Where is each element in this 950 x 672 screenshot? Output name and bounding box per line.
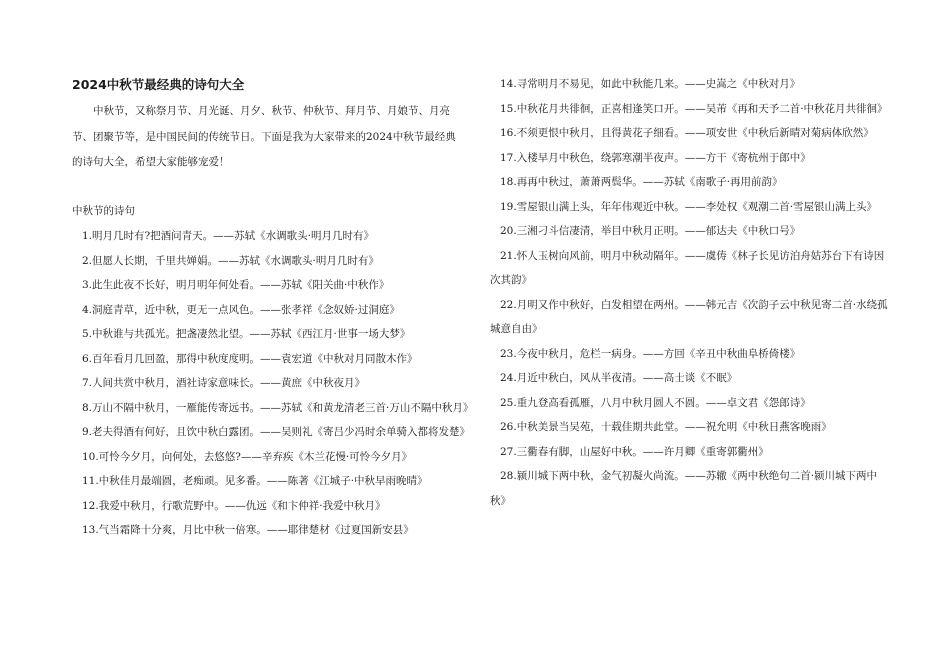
poem-line: 7.人间共赏中秋月，酒社诗家意味长。——黄庶《中秋夜月》 [82, 377, 366, 389]
poem-line: 24.月近中秋白，风从半夜清。——高士谈《不眠》 [500, 372, 738, 384]
poem-line: 6.百年看月几回盈，那得中秋度度明。——袁宏道《中秋对月同散木作》 [82, 352, 418, 365]
poem-line: 27.三衢春有脚，山屋好中秋。——许月卿《重寄郭衢州》 [500, 445, 769, 458]
poem-line: 1.明月几时有?把酒问青天。——苏轼《水调歌头·明月几时有》 [82, 230, 374, 242]
poem-line: 17.入楼早月中秋色，绕郭寒潮半夜声。——方干《寄杭州于郎中》 [500, 151, 811, 164]
poem-line: 14.寻常明月不易见，如此中秋能几来。——史嵩之《中秋对月》 [500, 78, 801, 90]
poem-list-left [72, 224, 472, 543]
poem-line: 13.气当霜降十分爽，月比中秋一倍寒。——耶律楚材《过夏国新安县》 [82, 524, 414, 536]
intro-paragraph: 中秋节，又称祭月节、月光诞、月夕、秋节、仲秋节、拜月节、月娘节、月亮节、团聚节等，是中国民间的传统节日。下面是我为大家带来的2024中秋节最经典的诗句大全，希望大家能够宠爱！ [72, 105, 456, 168]
poem-line: 15.中秋花月共徘徊，正喜相逢笑口开。——吴芾《再和天予二首·中秋花月共徘徊》 [500, 102, 888, 115]
poem-line: 5.中秋谁与共孤光。把盏凄然北望。——苏轼《西江月·世事一场大梦》 [82, 328, 411, 340]
poem-line: 18.再再中秋过，萧萧两鬓华。——苏轼《南歌子·再用前韵》 [500, 176, 783, 188]
poem-line: 9.老夫得酒有何好，且饮中秋白露团。——吴则礼《寄吕少冯时余单骑入都将发楚》 [82, 426, 471, 438]
poem-line: 12.我爱中秋月，行歌荒野中。——仇远《和卞仲祥·我爱中秋月》 [82, 499, 386, 512]
poem-line: 26.中秋美景当吴苑，十载佳期共此堂。——祝允明《中秋日燕客晚雨》 [500, 421, 832, 433]
poem-line: 16.不须更恨中秋月，且得黄花子细看。——项安世《中秋后新晴对菊病体欣然》 [500, 127, 874, 139]
poem-line: 25.重九登高看孤雁，八月中秋月圆人不圆。——卓文君《怨郎诗》 [500, 396, 811, 409]
poem-line: 4.洞庭青草，近中秋，更无一点风色。——张孝祥《念奴娇·过洞庭》 [82, 303, 400, 316]
section-heading: 中秋节的诗句 [72, 205, 135, 217]
poem-line: 11.中秋佳月最端圆，老痴顽。见多番。——陈著《江城子·中秋早雨晚晴》 [82, 475, 428, 487]
poem-line: 19.雪屋银山满上头，年年伟观近中秋。——李处权《观潮二首·雪屋银山满上头》 [500, 200, 878, 213]
poem-line: 20.三湘刁斗信凄清，举目中秋月正明。——郁达夫《中秋口号》 [500, 225, 801, 237]
poem-line: 28.颍川城下两中秋，金气初凝火尚流。——苏辙《两中秋绝句二首·颍川城下两中秋》 [490, 470, 878, 507]
poem-line: 2.但愿人长期，千里共婵娟。——苏轼《水调歌头·明月几时有》 [82, 254, 379, 267]
poem-line: 22.月明又作中秋好，白发相望在两州。——韩元吉《次韵子云中秋见寄二首·水绕孤城意自由》 [490, 298, 888, 335]
document-title: 2024中秋节最经典的诗句大全 [72, 77, 245, 92]
poem-line: 8.万山不隔中秋月，一雁能传寄远书。——苏轼《和黄龙清老三首·万山不隔中秋月》 [82, 401, 474, 414]
poem-line: 21.怀人玉树向风前，明月中秋动隔年。——虞俦《林子长见访泊舟姑苏台下有诗因次其韵》 [490, 249, 885, 286]
poem-line: 3.此生此夜不长好，明月明年何处看。——苏轼《阳关曲·中秋作》 [82, 279, 390, 291]
poem-line: 23.今夜中秋月，危栏一病身。——方回《辛丑中秋曲阜桥倚楼》 [500, 347, 801, 360]
poem-list-right [490, 72, 890, 513]
poem-line: 10.可怜今夕月，向何处，去悠悠?——辛弃疾《木兰花慢·可怜今夕月》 [82, 450, 413, 463]
